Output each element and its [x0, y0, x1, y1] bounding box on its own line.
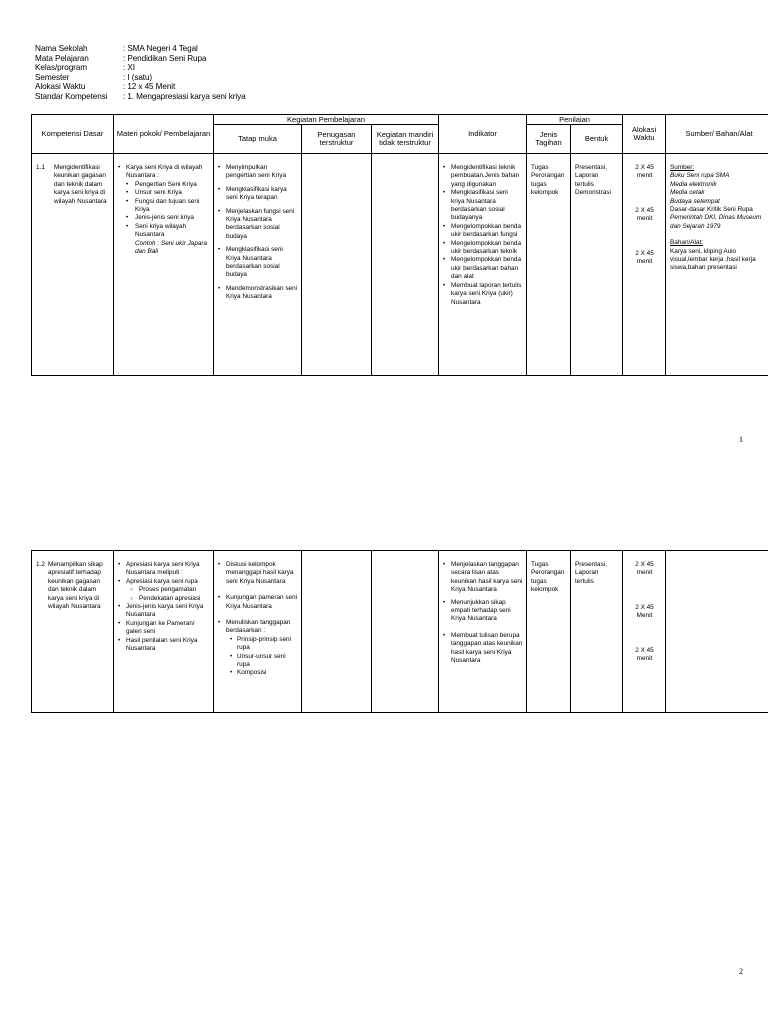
jenis-cell: Tugas Perorangan tugas kelompok	[527, 154, 571, 376]
list-item: • Komposisi	[230, 669, 298, 677]
list-item: ○ Pendekatan apresiasi	[130, 595, 210, 603]
jenis-cell: Tugas Perorangan tugas kelompok	[527, 551, 571, 713]
list-item: • Jenis-jenis karya seni Kriya Nusantara	[118, 603, 210, 620]
alokasi-block: 2 X 45 Menit	[635, 603, 654, 620]
col-tatap-muka: Tatap muka	[214, 125, 302, 154]
col-kompetensi-dasar: Kompetensi Dasar	[32, 115, 114, 154]
list-item: • Mendemonstrasikan seni Kriya Nusantara	[218, 285, 298, 302]
alokasi-cell	[623, 154, 666, 376]
mandiri-cell	[372, 551, 439, 713]
penugasan-cell	[302, 551, 372, 713]
header-row-semester: Semester : I (satu)	[35, 72, 153, 82]
list-item: • Diskusi kelompok menanggapi hasil karya seni Kriya Nusantara	[218, 561, 298, 586]
table-row	[32, 154, 768, 376]
list-item: • Membuat tulisan berupa tanggapan atas keunikan hasil karya seni Kriya Nusantara	[443, 632, 523, 666]
page-number: 2	[739, 967, 743, 976]
col-kegiatan: Kegiatan Pembelajaran	[214, 115, 439, 125]
table-row	[32, 551, 768, 713]
col-materi: Materi pokok/ Pembelajaran	[114, 115, 214, 154]
list-item: • Menyimpulkan pengertian seni Kriya	[218, 164, 298, 181]
col-mandiri: Kegiatan mandiri tidak terstruktur	[372, 125, 439, 154]
list-item: • Jenis-jenis seni kriya	[126, 214, 210, 222]
col-indikator: Indikator	[439, 115, 527, 154]
list-item: ○ Proses pengamatan	[130, 586, 210, 594]
list-item: • Unsur-unsur seni rupa	[230, 653, 298, 670]
list-item: • Hasil penilaian seni Kriya Nusantara	[118, 637, 210, 654]
list-item: • Membuat laporan tertulis karya seni Kriya (ukir) Nusantara	[443, 282, 523, 307]
syllabus-table-2	[31, 550, 768, 713]
list-item: • Apresiasi karya seni rupa ○ Proses pengamatan ○ Pendekatan apresiasi	[118, 578, 210, 603]
header-row-time: Alokasi Waktu : 12 x 45 Menit	[35, 82, 176, 92]
alokasi-block: 2 X 45 menit	[635, 646, 654, 663]
col-bentuk: Bentuk	[571, 125, 623, 154]
syllabus-table-1	[31, 114, 768, 376]
tatap-muka-cell	[214, 154, 302, 376]
alokasi-block: 2 X 45 menit	[635, 206, 654, 223]
list-item: • Unsur seni Kriya	[126, 189, 210, 197]
col-sumber: Sumber/ Bahan/Alat	[666, 115, 768, 154]
alokasi-block: 2 X 45 menit	[635, 561, 654, 577]
tatap-muka-cell	[214, 551, 302, 713]
col-penugasan: Penugasan terstruktur	[302, 125, 372, 154]
list-item: • Mengelompokkan benda ukir berdasarkan teknik	[443, 240, 523, 257]
list-item: • Mengidentifikasi teknik pembuatan,Jenis bahan yang digunakan	[443, 164, 523, 189]
penugasan-cell	[302, 154, 372, 376]
document-header	[35, 44, 246, 102]
list-item: • Menuliskan tanggapan berdasarkan : • Prinsip-prinsip seni rupa • Unsur-unsur seni rupa • Komposisi	[218, 619, 298, 678]
header-row-school: Nama Sekolah : SMA Negeri 4 Tegal	[35, 44, 198, 53]
materi-contoh: Contoh : Seni ukir Japara dan Bali	[135, 239, 208, 256]
header-row-standard: Standar Kompetensi : 1. Mengapresiasi karya seni kriya	[35, 91, 246, 101]
kd-cell: 1.2 Menampilkan sikap apresiatif terhadap keunikan gagasan dan teknik dalam karya seni kriya di wilayah Nusantara	[32, 551, 114, 713]
sumber-cell	[666, 551, 768, 713]
bentuk-cell: Presentasi, Laporan tertulis Demonstrasi	[571, 154, 623, 376]
list-item: • Pengertian Seni Kriya	[126, 181, 210, 189]
list-item: • Mengklasifikasi karya seni Kriya terapan	[218, 186, 298, 203]
alokasi-cell	[623, 551, 666, 713]
page-number: 1	[739, 435, 743, 444]
bahan-title: Bahan/Alat:	[670, 239, 704, 247]
col-jenis: Jenis Tagihan	[527, 125, 571, 154]
col-penilaian: Penilaian	[527, 115, 623, 125]
list-item: • Mengklasifikasi seni kriya Nusantara berdasarkan sosial budayanya	[443, 189, 523, 223]
list-item: • Menjelaskan fungsi seni Kriya Nusantara berdasarkan sosial budaya	[218, 208, 298, 242]
header-row-subject: Mata Pelajaran : Pendidikan Seni Rupa	[35, 53, 207, 63]
list-item: • Apresiasi karya seni Kriya Nusantara meliputi :	[118, 561, 210, 578]
header-row-class: Kelas/program : XI	[35, 63, 135, 73]
list-item: • Mengklasifikasi seni Kriya Nusantara berdasarkan sosial budaya	[218, 246, 298, 280]
list-item: • Mengelompokkan benda ukir berdasarkan bahan dan alat	[443, 256, 523, 281]
alokasi-block: 2 X 45 menit	[635, 164, 654, 180]
list-item: • Prinsip-prinsip seni rupa	[230, 636, 298, 653]
indikator-cell	[439, 551, 527, 713]
list-item: • Kunjungan pameran seni Kriya Nusantara	[218, 594, 298, 611]
sumber-title: Sumber:	[670, 164, 695, 171]
indikator-cell	[439, 154, 527, 376]
list-item: • Menunjukkan sikap empati terhadap seni Kriya Nusantara	[443, 599, 523, 624]
kd-cell: 1.1 Mengidentifikasi keunikan gagasan dan teknik dalam karya seni kriya di wilayah Nusantara	[32, 154, 114, 376]
alokasi-block: 2 X 45 menit	[635, 249, 654, 266]
mandiri-cell	[372, 154, 439, 376]
list-item: • Karya seni Kriya di wilayah Nusantara : • Pengertian Seni Kriya • Unsur seni Kriya • Fungsi dan tujuan seni Kriya • Jenis-jenis seni kriya • Seni kriya wilayah Nusantara Contoh : Seni ukir Japara dan Bali	[118, 164, 210, 256]
list-item: • Mengelompokkan benda ukir berdasarkan fungsi	[443, 223, 523, 240]
bentuk-cell: Presentasi, Laporan tertulis	[571, 551, 623, 713]
list-item: • Kunjungan ke Pameran/ galeri seni	[118, 620, 210, 637]
list-item: • Menjelaskan tanggapan secara lisan atas keunikan hasil karya seni Kriya Nusantara	[443, 561, 523, 595]
list-item: • Seni kriya wilayah Nusantara	[126, 223, 210, 240]
list-item: • Fungsi dan tujuan seni Kriya	[126, 198, 210, 215]
col-alokasi: Alokasi Waktu	[623, 115, 666, 154]
materi-cell	[114, 154, 214, 376]
materi-cell	[114, 551, 214, 713]
sumber-cell: Sumber: Buku Seni rupa SMA Media elektronik Media cetak Budaya setempat Dasar-dasar Kritik Seni Rupa Pemerintah DKI, Dinas Museum dan Sejarah 1979 Bahan/Alat: Karya seni, kliping Auio visual,lembar kerja ,hasil kerja siswa,bahan presentasi	[666, 154, 768, 376]
